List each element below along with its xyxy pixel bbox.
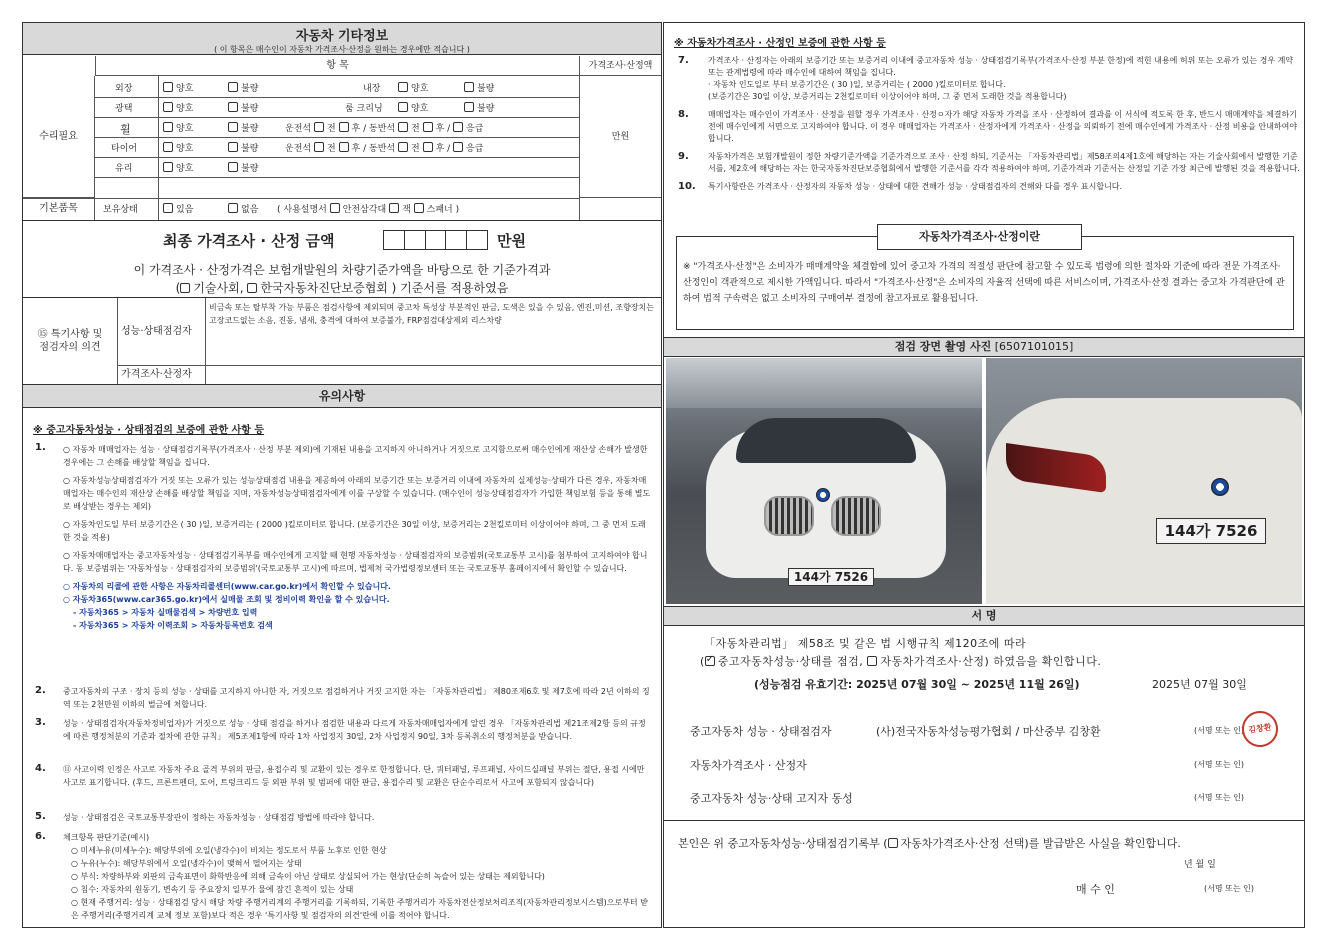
interior-good[interactable]: 양호 bbox=[398, 81, 428, 94]
special-label: ⑮ 특기사항 및 점검자의 의견 bbox=[23, 298, 118, 384]
checkbox-inspection[interactable] bbox=[705, 656, 715, 666]
options-grid bbox=[23, 56, 661, 220]
holding-items: ( 사용설명서 안전삼각대 잭 스패너 ) bbox=[277, 205, 460, 215]
row-holding-label: 보유상태 bbox=[103, 205, 138, 215]
checkbox[interactable] bbox=[163, 122, 173, 132]
wheel-good[interactable]: 양호 bbox=[163, 121, 193, 134]
checkbox[interactable] bbox=[464, 82, 474, 92]
holding-has[interactable]: 있음 bbox=[163, 202, 193, 215]
wheel-bad[interactable]: 불량 bbox=[228, 121, 258, 134]
validity: (성능점검 유효기간: 2025년 07월 30일 ~ 2025년 11월 26일) bbox=[754, 678, 1080, 691]
row-interior-label: 내장 bbox=[363, 84, 381, 94]
checkbox[interactable] bbox=[163, 162, 173, 172]
price-unit: 만원 bbox=[579, 76, 661, 198]
notice-body: ※ 중고자동차성능 · 상태점검의 보증에 관한 사항 등 1. ○ 자동차 매매업자는 성능 · 상태점검기록부(가격조사 · 산정 부분 제외)에 기재된 내용을 고지하지 아니하거나 거짓으로 고지함으로써 매수인에게 재산상 손해가 발생한 경우에는 그 손해를 배상할 책임을 집니다. ○ 자동차성능상태점검자가 거짓 또는 오류가 있는 성능상태점검 내용을 제공하여 아래의 보증기간 또는 보증거리 이내에 자동차의 실제성능·상태가 다른 경우, 자동차매매업자는 매수인의 재산상 손해를 배상할 책임을 지며, 자동차성능상태점검자에게 이를 구상할 수 있습니다. (매수인이 성능상태점검자가 가입한 책임보험 등을 통해 별도로 배상받는 경우는 제외) ○ 자동차인도일 부터 보증기간은 ( 30 )일, 보증거리는 ( 2000 )킬로미터로 합니다. (보증기간은 30일 이상, 보증거리는 2천킬로미터 이상이어야 하며, 그 중 먼저 도래한 것을 적용) ○ 자동차매매업자는 중고자동차성능 · 상태점검기록부를 매수인에게 고지할 때 현행 자동차성능 · 상태점검자의 보증범위(국토교통부 고시)를 첨부하여 고지하여야 합니다. 동 보증범위는 '자동차성능 · 상태점검자의 보증범위'(국토교통부 고시)에 따르며, 법제처 국가법령정보센터 또는 국토교통부 홈페이지에서 확인할 수 있습니다. ○ 자동차의 리콜에 관한 사항은 자동차리콜센터(www.car.go.kr)에서 확인할 수 있습니다. ○ 자동차365(www.car365.go.kr)에서 실매물 조회 및 정비이력 확인을 할 수 있습니다. - 자동차365 > 자동차 실매물검색 > 차량번호 입력 - 자동차365 > 자동차 이력조회 > 자동차등록번호 검색 2. 중고자동차의 구조 · 장치 등의 성능 · 상태를 고지하지 아니한 자, 거짓으로 점검하거나 거짓 고지한 자는 「자동차관리법」 제80조제6호 및 제7호에 따라 2년 이하의 징역 또는 2천만원 이하의 벌금에 처합니다. 3. 성능 · 상태점검자(자동차정비업자)가 거짓으로 성능 · 상태 점검을 하거나 점검한 내용과 다르게 자동차매매업자에게 알린 경우 「자동차관리법 제21조제2항 등의 규정에 따른 행정처분의 기준과 절차에 관한 규칙」 제5조제1항에 따라 1차 사업정지 30일, 2차 사업정지 90일, 3차 등록취소의 행정처분을 받습니다. 4. ⑪ 사고이력 인정은 사고로 자동차 주요 골격 부위의 판금, 용접수리 및 교환이 있는 경우로 한정합니다. 단, 쿼터패널, 루프패널, 사이드실패널 부위는 절단, 용접 시에만 사고로 표기합니다. (후드, 프론트펜더, 도어, 트렁크리드 등 외판 부위 및 범퍼에 대한 판금, 용접수리 및 교환은 단순수리로서 사고에 포함되지 않습니다) 5. 성능 · 상태점검은 국토교통부장관이 정하는 자동차성능 · 상태점검 방법에 따라야 합니다. 6. 체크항목 판단기준(예시) ○ 미세누유(미세누수): 해당부위에 오일(냉각수)이 비치는 정도로서 부품 노후로 인한 현상 ○ 누유(누수): 해당부위에서 오일(냉각수)이 맺혀서 떨어지는 상태 ○ 부식: 차량하부와 외판의 금속표면이 화학반응에 의해 금속이 아닌 상태로 상실되어 가는 현상(단순히 녹슬어 있는 상태는 제외합니다) ○ 침수: 자동차의 원동기, 변속기 등 주요장치 일부가 물에 잠긴 흔적이 있는 상태 ○ 현재 주행거리: 성능 · 상태점검 당시 해당 차량 주행거리계의 주행거리를 기록하되, 기록한 주행거리가 자동차전산정보처리조직(자동차관리정보시스템)으로부터 받은 주행거리(주행거리계 교체 정보 포함)보다 적은 경우 '특기사항 및 점검자의 의견'란에 이를 적어야 합니다. bbox=[23, 409, 661, 928]
row-room-cleaning-label: 룸 크리닝 bbox=[345, 104, 383, 114]
rear-photo bbox=[986, 358, 1302, 604]
front-plate: 144가 7526 bbox=[788, 568, 874, 586]
glass-bad[interactable]: 불량 bbox=[228, 161, 258, 174]
n1d: ○ 자동차매매업자는 중고자동차성능 · 상태점검기록부를 매수인에게 고지할 때 현행 자동차성능 · 상태점검자의 보증범위(국토교통부 고시)를 첨부하여 고지하여야 합니다. 동 보증범위는 '자동차성능 · 상태점검자의 보증범위'(국토교통부 고시)에 따르며, 법제처 국가법령정보센터 또는 국토교통부 홈페이지에서 확인할 수 있습니다. bbox=[63, 551, 648, 573]
n1h: - 자동차365 > 자동차 이력조회 > 자동차등록번호 검색 bbox=[73, 621, 273, 630]
n4: ⑪ 사고이력 인정은 사고로 자동차 주요 골격 부위의 판금, 용접수리 및 교환이 있는 경우로 한정합니다. 단, 쿼터패널, 루프패널, 사이드실패널 부위는 절단, 용접 시에만 사고로 표기합니다. (후드, 프론트펜더, 도어, 트렁크리드 등 외판 부위 및 범퍼에 대한 판금, 용접수리 및 교환은 단순수리로서 사고에 포함되지 않습니다) bbox=[63, 765, 645, 787]
notice-head: ※ 중고자동차성능 · 상태점검의 보증에 관한 사항 등 bbox=[33, 425, 265, 436]
check-line: (✓ 중고자동차성능·상태를 점검, 자동차가격조사·산정) 하였음을 확인합니다. bbox=[700, 653, 1101, 669]
tire-driver: 운전석 전 후 / 동반석 전 후 / 응급 bbox=[285, 144, 484, 154]
checkbox-tech-society[interactable] bbox=[180, 283, 190, 293]
right-head: ※ 자동차가격조사 · 산정인 보증에 관한 사항 등 bbox=[674, 38, 886, 49]
special-notes bbox=[23, 298, 661, 384]
checkbox[interactable] bbox=[163, 203, 173, 213]
basic-label: 기본품목 bbox=[23, 198, 95, 220]
inspector-sign-label: 중고자동차 성능 · 상태점검자 bbox=[690, 725, 832, 738]
buyer-label: 매 수 인 bbox=[1076, 883, 1115, 896]
buyer-sign: (서명 또는 인) bbox=[1204, 884, 1254, 893]
exterior-bad[interactable]: 불량 bbox=[228, 81, 258, 94]
left-column bbox=[22, 22, 662, 928]
checkbox[interactable] bbox=[163, 142, 173, 152]
checkbox-buyer-price[interactable] bbox=[888, 838, 898, 848]
checkbox[interactable] bbox=[163, 102, 173, 112]
seal-stamp: 김창환 bbox=[1240, 709, 1281, 750]
n1c: ○ 자동차인도일 부터 보증기간은 ( 30 )일, 보증거리는 ( 2000 )킬로미터로 합니다. (보증기간은 30일 이상, 보증거리는 2천킬로미터 이상이어야 하며, 그 중 먼저 도래한 것을 적용) bbox=[63, 520, 646, 542]
col-item-header: 항 목 bbox=[95, 56, 579, 76]
price-sign-label: 자동차가격조사 · 산정자 bbox=[690, 759, 807, 772]
checkbox[interactable] bbox=[228, 82, 238, 92]
price-info-box bbox=[676, 230, 1294, 330]
inspector-sign-name: (사)전국자동차성능평가협회 / 마산중부 김창환 bbox=[876, 725, 1101, 738]
col-price-header: 가격조사·산정액 bbox=[579, 56, 661, 76]
tire-good[interactable]: 양호 bbox=[163, 141, 193, 154]
row-wheel-label: 휠 bbox=[120, 123, 131, 136]
sign-date: 2025년 07월 30일 bbox=[1152, 678, 1247, 691]
final-price-label: 최종 가격조사 · 산정 금액 bbox=[163, 232, 335, 250]
checkbox[interactable] bbox=[228, 102, 238, 112]
n1b: ○ 자동차성능상태점검자가 거짓 또는 오류가 있는 성능상태점검 내용을 제공하여 아래의 보증기간 또는 보증거리 이내에 자동차의 실제성능·상태가 다른 경우, 자동차매매업자는 매수인의 재산상 손해를 배상할 책임을 지며, 자동차성능상태점검자에게 이를 구상할 수 있습니다. (매수인이 성능상태점검자가 가입한 책임보험 등을 통해 별도로 배상받는 경우는 제외) bbox=[63, 476, 651, 511]
n1g: - 자동차365 > 자동차 실매물검색 > 차량번호 입력 bbox=[73, 608, 258, 617]
price-info-text: ※ "가격조사·산정"은 소비자가 매매계약을 체결함에 있어 중고차 가격의 적절성 판단에 참고할 수 있도록 법령에 의한 절차와 기준에 따라 전문 가격조사·산정인이 객관적으로 제시한 가액입니다. 따라서 "가격조사·산정"은 소비자의 자율적 선택에 따른 서비스이며, 가격조사·산정 결과는 중고차 가격판단에 관하여 법적 구속력은 없고 소비자의 구매여부 결정에 참고자료로 활용됩니다. bbox=[683, 262, 1285, 304]
notice-1-items bbox=[63, 443, 653, 632]
wheel-driver: 운전석 전 후 / 동반석 전 후 / 응급 bbox=[285, 124, 484, 134]
checkbox[interactable] bbox=[398, 102, 408, 112]
n2: 중고자동차의 구조 · 장치 등의 성능 · 상태를 고지하지 아니한 자, 거짓으로 점검하거나 거짓 고지한 자는 「자동차관리법」 제80조제6호 및 제7호에 따라 2년 이하의 징역 또는 2천만원 이하의 벌금에 처합니다. bbox=[63, 687, 650, 709]
room-bad[interactable]: 불량 bbox=[464, 101, 494, 114]
n10: 특기사항란은 가격조사 · 산정자의 자동차 성능 · 상태에 대한 견해가 성능 · 상태점검자의 견해와 다를 경우 표시합니다. bbox=[708, 182, 1123, 191]
rear-plate: 144가 7526 bbox=[1156, 518, 1266, 544]
repair-label: 수리필요 bbox=[23, 76, 95, 198]
inspector-text: 비금속 또는 탈부착 가능 부품은 점검사항에 제외되며 중고차 특성상 부분적인 판금, 도색은 있을 수 있음, 엔진,미션, 조향장치는 고장코드없는 소음, 진동, 냄새, 충격에 대하여 보증불가, FRP점검대상제외 리스차량 bbox=[206, 298, 661, 366]
checkbox[interactable] bbox=[228, 162, 238, 172]
row-exterior-label: 외장 bbox=[115, 84, 133, 94]
final-price-unit: 만원 bbox=[497, 232, 526, 250]
checkbox-kadba[interactable] bbox=[247, 283, 257, 293]
n1e: ○ 자동차의 리콜에 관한 사항은 자동차리콜센터(www.car.go.kr)에서 확인할 수 있습니다. bbox=[63, 582, 391, 591]
price-person-label: 가격조사·산정자 bbox=[118, 366, 206, 384]
basis-line-2: ( 기술사회, 한국자동차진단보증협회 ) 기준서를 적용하였음 bbox=[175, 281, 509, 295]
front-photo bbox=[666, 358, 982, 604]
other-info-header bbox=[23, 23, 661, 55]
basis-line-1: 이 가격조사 · 산정가격은 보험개발원의 차량기준가액을 바탕으로 한 기준가격과 bbox=[133, 263, 551, 277]
n5: 성능 · 상태점검은 국토교통부장관이 정하는 자동차성능 · 상태점검 방법에 따라야 합니다. bbox=[63, 813, 375, 822]
glass-good[interactable]: 양호 bbox=[163, 161, 193, 174]
checkbox[interactable] bbox=[398, 82, 408, 92]
checkbox[interactable] bbox=[163, 82, 173, 92]
row-tire-label: 타이어 bbox=[111, 144, 138, 154]
tire-bad[interactable]: 불량 bbox=[228, 141, 258, 154]
checkbox[interactable] bbox=[228, 122, 238, 132]
room-good[interactable]: 양호 bbox=[398, 101, 428, 114]
n1a: ○ 자동차 매매업자는 성능 · 상태점검기록부(가격조사 · 산정 부분 제외)에 기재된 내용을 고지하지 아니하거나 거짓으로 고지함으로써 매수인에게 재산상 손해가 발생한 경우에는 그 손해를 배상할 책임을 집니다. bbox=[63, 445, 648, 467]
row-polish-label: 광택 bbox=[115, 104, 133, 114]
n7: 가격조사 · 산정자는 아래의 보증기간 또는 보증거리 이내에 중고자동차 성능 · 상태점검기록부(가격조사·산정 부분 한정)에 적힌 내용에 허위 또는 오류가 있는 경우 계약 또는 관계법령에 따라 매수인에 대하여 책임을 집니다. · 자동차 인도일로 부터 보증기간은 ( 30 )일, 보증거리는 ( 2000 )킬로미터로 합니다. (보증기간은 30일 이상, 보증거리는 2천킬로미터 이상이어야 하며, 그 중 먼저 도래한 것을 적용합니다) bbox=[708, 56, 1294, 101]
buyer-date: 년 월 일 bbox=[1184, 860, 1216, 870]
holding-none[interactable]: 없음 bbox=[228, 202, 258, 215]
checkbox[interactable] bbox=[228, 203, 238, 213]
law-line: 「자동차관리법」 제58조 및 같은 법 시행규칙 제120조에 따라 bbox=[704, 637, 1027, 650]
polish-bad[interactable]: 불량 bbox=[228, 101, 258, 114]
buyer-section bbox=[664, 820, 1304, 927]
price-info-title: 자동차가격조사·산정이란 bbox=[877, 224, 1082, 250]
notifier-sign-label: 중고자동차 성능·상태 고지자 동성 bbox=[690, 792, 853, 805]
checkbox[interactable] bbox=[228, 142, 238, 152]
other-info-title: 자동차 기타정보 bbox=[295, 29, 389, 44]
checkbox[interactable] bbox=[464, 102, 474, 112]
n8: 매매업자는 매수인이 가격조사 · 산정을 원할 경우 가격조사 · 산정ㅇ자가 해당 자동차 가격을 조사 · 산정하여 결과를 이 서식에 적도록 한 후, 반드시 매매계약을 체결하기 전에 매수인에게 서면으로 고지하여야 합니다. 이 경우 매매업자는 가격조사 · 산정자에게 가격조사 · 산정을 의뢰하기 전에 매수인에게 가격조사 · 산정 비용을 안내하여야 합니다. bbox=[708, 110, 1298, 143]
right-column bbox=[663, 22, 1305, 928]
inspector-sign-note: (서명 또는 인) bbox=[1194, 726, 1244, 735]
final-price-section bbox=[23, 220, 661, 298]
n9: 자동차가격은 보험개발원이 정한 차량기준가액을 기준가격으로 조사 · 산정 하되, 기준서는 「자동차관리법」제58조의4제1호에 해당하는 자는 기술사회에서 발행한 기준서를, 제2호에 해당하는 자는 한국자동차진단보증협회에서 발행한 기준서를 각각 적용하여야 하며, 기준가격과 기준서는 산정일 기준 가장 최근에 발행된 것을 적용합니다. bbox=[708, 152, 1300, 173]
n6: 체크항목 판단기준(예시) ○ 미세누유(미세누수): 해당부위에 오일(냉각수)이 비치는 정도로서 부품 노후로 인한 현상 ○ 누유(누수): 해당부위에서 오일(냉각수)이 맺혀서 떨어지는 상태 ○ 부식: 차량하부와 외판의 금속표면이 화학반응에 의해 금속이 아닌 상태로 상실되어 가는 현상(단순히 녹슬어 있는 상태는 제외합니다) ○ 침수: 자동차의 원동기, 변속기 등 주요장치 일부가 물에 잠긴 흔적이 있는 상태 ○ 현재 주행거리: 성능 · 상태점검 당시 해당 차량 주행거리계의 주행거리를 기록하되, 기록한 주행거리가 자동차전산정보처리조직(자동차관리정보시스템)으로부터 받은 주행거리(주행거리계 교체 정보 포함)보다 적은 경우 '특기사항 및 점검자의 의견'란에 이를 적어야 합니다. bbox=[63, 833, 648, 920]
interior-bad[interactable]: 불량 bbox=[464, 81, 494, 94]
inspector-label: 성능·상태점검자 bbox=[118, 298, 206, 366]
n1f: ○ 자동차365(www.car365.go.kr)에서 실매물 조회 및 정비이력 확인을 할 수 있습니다. bbox=[63, 595, 390, 604]
n3: 성능 · 상태점검자(자동차정비업자)가 거짓으로 성능 · 상태 점검을 하거나 점검한 내용과 다르게 자동차매매업자에게 알린 경우 「자동차관리법 제21조제2항 등의 규정에 따른 행정처분의 기준과 절차에 관한 규칙」 제5조제1항에 따라 1차 사업정지 30일, 2차 사업정지 90일, 3차 등록취소의 행정처분을 받습니다. bbox=[63, 719, 646, 741]
photo-header: 점검 장면 촬영 사진 [6507101015] bbox=[664, 337, 1304, 357]
exterior-good[interactable]: 양호 bbox=[163, 81, 193, 94]
other-info-subtitle: ( 이 항목은 매수인이 자동차 가격조사·산정을 원하는 경우에만 적습니다 ) bbox=[214, 45, 470, 54]
row-glass-label: 유리 bbox=[115, 164, 133, 174]
checkbox-price[interactable] bbox=[867, 656, 877, 666]
right-items: 7. 가격조사 · 산정자는 아래의 보증기간 또는 보증거리 이내에 중고자동차 성능 · 상태점검기록부(가격조사·산정 부분 한정)에 적힌 내용에 허위 또는 오류가 있는 경우 계약 또는 관계법령에 따라 매수인에 대하여 책임을 집니다. · 자동차 인도일로 부터 보증기간은 ( 30 )일, 보증거리는 ( 2000 )킬로미터로 합니다. (보증기간은 30일 이상, 보증거리는 2천킬로미터 이상이어야 하며, 그 중 먼저 도래한 것을 적용합니다) 8. 매매업자는 매수인이 가격조사 · 산정을 원할 경우 가격조사 · 산정ㅇ자가 해당 자동차 가격을 조사 · 산정하여 결과를 이 서식에 적도록 한 후, 반드시 매매계약을 체결하기 전에 매수인에게 서면으로 고지하여야 합니다. 이 경우 매매업자는 가격조사 · 산정자에게 가격조사 · 산정을 의뢰하기 전에 매수인에게 가격조사 · 산정 비용을 안내하여야 합니다. 9. 자동차가격은 보험개발원이 정한 차량기준가액을 기준가격으로 조사 · 산정 하되, 기준서는 「자동차관리법」제58조의4제1호에 해당하는 자는 기술사회에서 발행한 기준서를, 제2호에 해당하는 자는 한국자동차진단보증협회에서 발행한 기준서를 각각 적용하여야 하며, 기준가격과 기준서는 산정일 기준 가장 최근에 발행된 것을 적용합니다. 10. 특기사항란은 가격조사 · 산정자의 자동차 성능 · 상태에 대한 견해가 성능 · 상태점검자의 견해와 다를 경우 표시합니다. bbox=[678, 55, 1300, 192]
polish-good[interactable]: 양호 bbox=[163, 101, 193, 114]
sign-section: 「자동차관리법」 제58조 및 같은 법 시행규칙 제120조에 따라 (✓ 중고자동차성능·상태를 점검, 자동차가격조사·산정) 하였음을 확인합니다. (성능점검 유효기간: 2025년 07월 30일 ~ 2025년 11월 26일) 2025년 07월 30일 중고자동차 성능 · 상태점검자 (사)전국자동차성능평가협회 / 마산중부 김창환 (서명 또는 인) 김창환 자동차가격조사 · 산정자 (서명 또는 인) 중고자동차 성능·상태 고지자 동성 (서명 또는 인) bbox=[664, 627, 1304, 823]
notice-header: 유의사항 bbox=[23, 384, 661, 408]
buyer-confirm: 본인은 위 중고자동차성능·상태점검기록부 ( 자동차가격조사·산정 선택)를 발급받은 사실을 확인합니다. bbox=[678, 837, 1181, 850]
sign-header: 서 명 bbox=[664, 606, 1304, 626]
final-price-boxes[interactable] bbox=[383, 230, 488, 250]
